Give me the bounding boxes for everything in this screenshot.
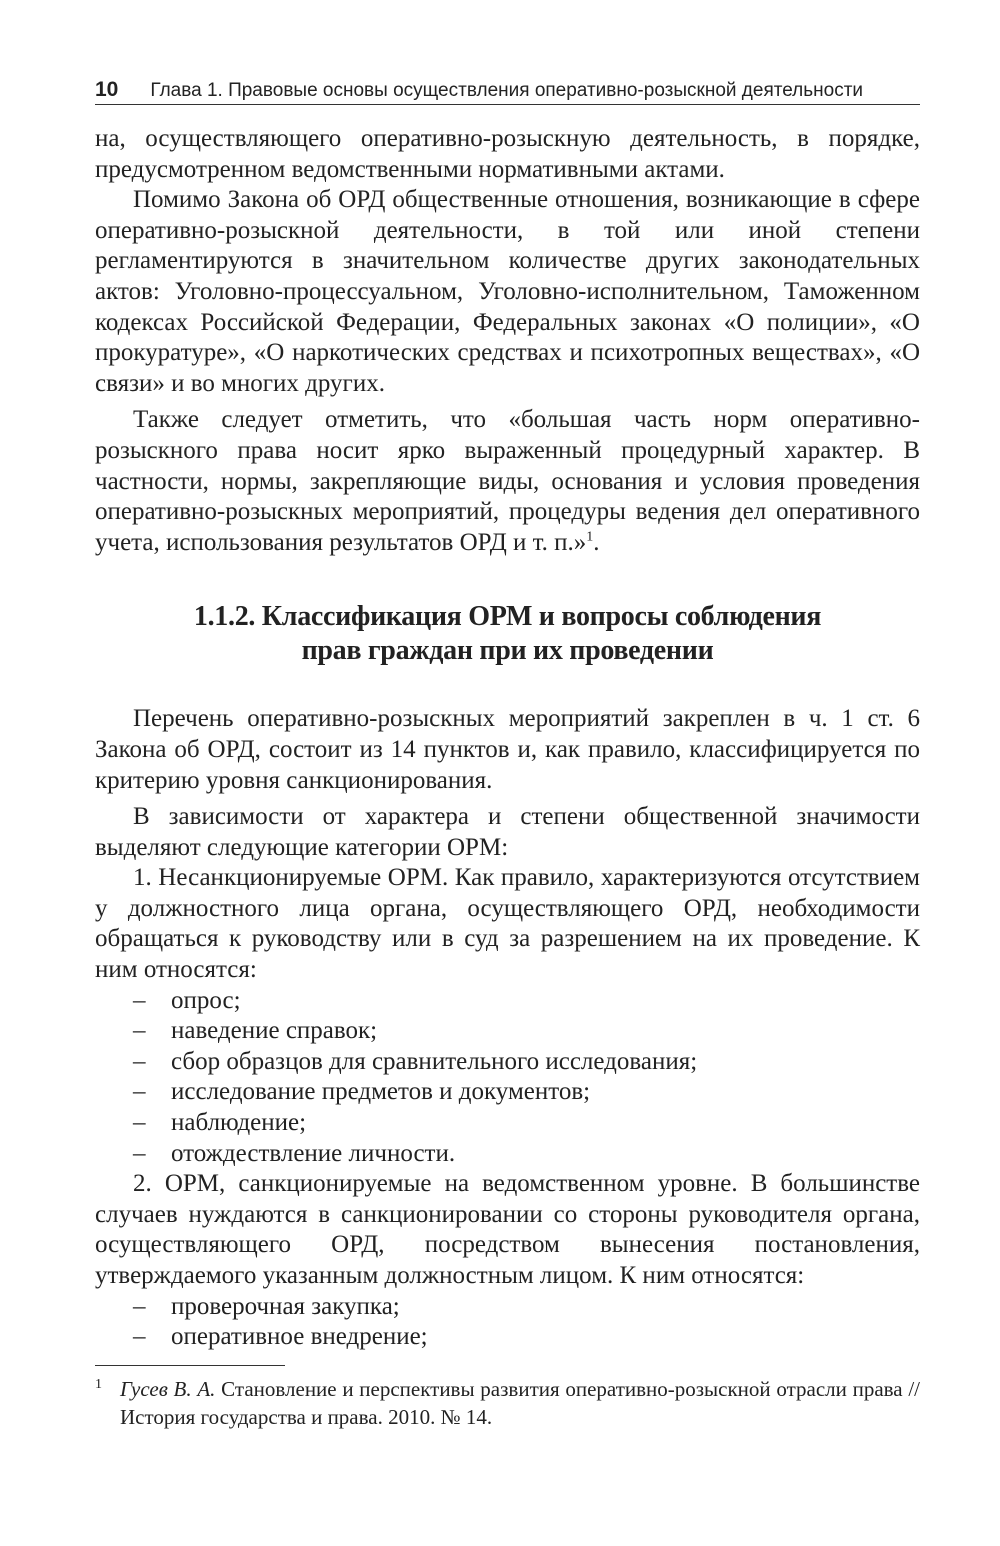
list-item: – наведение справок;: [95, 1016, 920, 1047]
chapter-title: Глава 1. Правовые основы осуществления оперативно-розыскной деятельности: [150, 80, 864, 101]
dash-bullet: –: [133, 1047, 146, 1075]
dash-bullet: –: [133, 1109, 146, 1137]
footnote-divider: [95, 1365, 285, 1366]
dash-bullet: –: [133, 986, 146, 1014]
list-item: – исследование предметов и документов;: [95, 1077, 920, 1108]
footnote-reference: 1: [586, 529, 594, 545]
list-item: – оперативное внедрение;: [95, 1322, 920, 1353]
page-number: 10: [95, 78, 119, 101]
footnote-mark: 1: [95, 1377, 102, 1392]
paragraph: Перечень оперативно-розыскных мероприятий закреплен в ч. 1 ст. 6 Закона об ОРД, состоит из 14 пунктов и, как правило, классифицируется по критерию уровня санкционирования.: [95, 705, 920, 794]
list-item: – сбор образцов для сравнительного исследования;: [95, 1047, 920, 1078]
unsanctioned-orm-list: [95, 986, 920, 1170]
section-heading-line: прав граждан при их проведении: [301, 635, 714, 667]
footnote-author: Гусев В. А.: [120, 1377, 216, 1401]
paragraph: на, осуществляющего оперативно-розыскную деятельность, в порядке, предусмотренном ведомственными нормативными актами.: [95, 125, 920, 183]
dash-bullet: –: [133, 1078, 146, 1106]
paragraph: 2. ОРМ, санкционируемые на ведомственном уровне. В большинстве случаев нуждаются в санкционировании со стороны руководителя органа, осуществляющего ОРД, посредством вынесения постановления, утверждаемого указанным должностным лицом. К ним относятся:: [95, 1170, 920, 1289]
footnote-text: [95, 1375, 920, 1431]
dash-bullet: –: [133, 1292, 146, 1320]
running-header: [95, 78, 920, 105]
list-item: – проверочная закупка;: [95, 1292, 920, 1323]
dash-bullet: –: [133, 1139, 146, 1167]
paragraph-text: Также следует отметить, что «большая часть норм оперативно-розыскного права носит ярко выраженный процедурный характер. В частности, нормы, закрепляющие виды, основания и условия проведения оперативно-розыскных мероприятий, процедуры ведения дел оперативного учета, использования результатов ОРД и т. п.»: [95, 406, 920, 556]
list-item: – наблюдение;: [95, 1108, 920, 1139]
dash-bullet: –: [133, 1017, 146, 1045]
footnote: [95, 1375, 920, 1431]
paragraph-end: .: [593, 528, 600, 556]
list-item: – опрос;: [95, 986, 920, 1017]
departmental-orm-list: [95, 1292, 920, 1353]
paragraph: [95, 405, 920, 558]
body-text: [95, 124, 920, 1353]
section-heading-line: 1.1.2. Классификация ОРМ и вопросы соблюдения: [193, 601, 822, 633]
paragraph: Помимо Закона об ОРД общественные отношения, возникающие в сфере оперативно-розыскной деятельности, в той или иной степени регламентируются в значительном количестве других законодательных актов: Уголовно-процессуальном, Уголовно-исполнительном, Таможенном кодексах Российской Федерации, Федеральных законах «О полиции», «О прокуратуре», «О наркотических средствах и психотропных веществах», «О связи» и во многих других.: [95, 186, 920, 397]
dash-bullet: –: [133, 1323, 146, 1351]
paragraph: 1. Несанкционируемые ОРМ. Как правило, характеризуются отсутствием у должностного лица органа, осуществляющего ОРД, необходимости обращаться к руководству или в суд за разрешением на их проведение. К ним относятся:: [95, 864, 920, 984]
footnote-citation: Становление и перспективы развития оперативно-розыскной отрасли права // История государства и права. 2010. № 14.: [120, 1377, 921, 1429]
paragraph: В зависимости от характера и степени общественной значимости выделяют следующие категории ОРМ:: [95, 803, 920, 861]
list-item: – отождествление личности.: [95, 1139, 920, 1170]
section-heading: [95, 600, 920, 668]
